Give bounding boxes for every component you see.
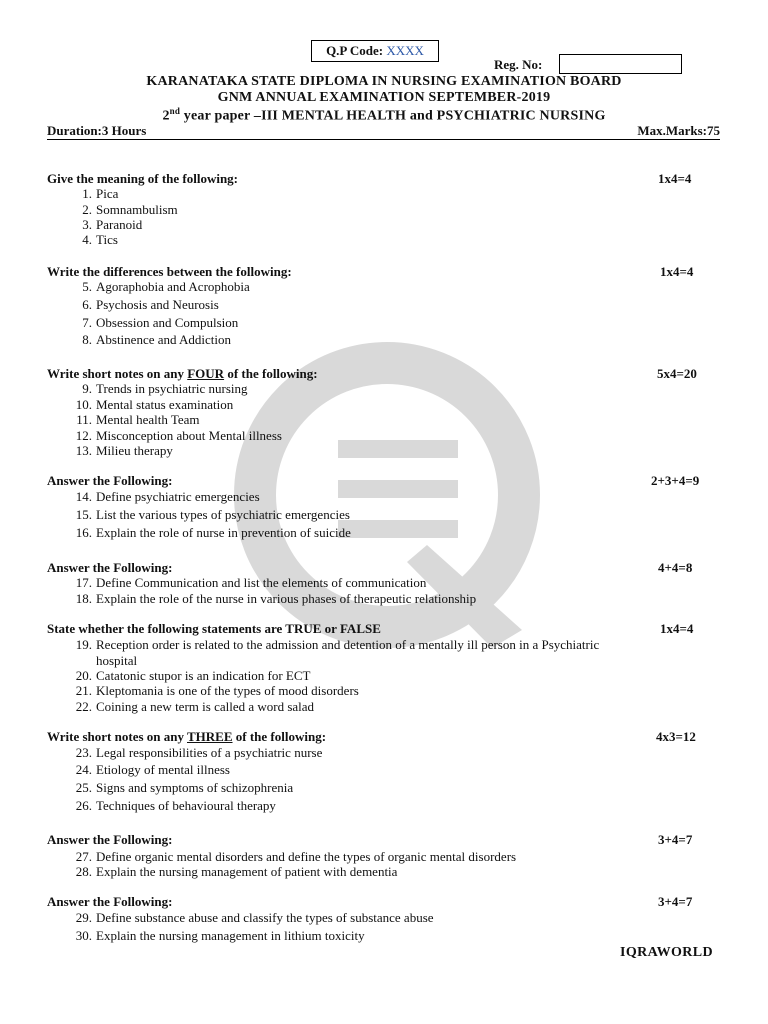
question-number: 20. — [75, 668, 92, 683]
section-heading — [47, 366, 318, 382]
question-item — [65, 279, 625, 295]
question-item — [65, 428, 625, 444]
section-heading: Write the differences between the following: — [47, 264, 292, 279]
question-text: Psychosis and Neurosis — [96, 297, 219, 312]
question-text: Etiology of mental illness — [96, 762, 230, 777]
question-item — [65, 217, 625, 233]
section-marks: 1x4=4 — [658, 171, 692, 186]
question-item — [65, 910, 625, 926]
reg-no-label: Reg. No: — [494, 57, 543, 72]
question-item — [65, 397, 625, 413]
question-number: 9. — [82, 381, 92, 396]
year-number: 2 — [162, 108, 170, 124]
question-item — [65, 849, 625, 865]
question-item — [65, 443, 625, 459]
section-marks: 1x4=4 — [660, 621, 694, 636]
question-item — [65, 864, 625, 880]
section-heading — [47, 729, 326, 745]
question-text: Explain the nursing management in lithium toxicity — [96, 928, 365, 943]
question-number: 28. — [75, 864, 92, 879]
heading-emphasis: FOUR — [187, 366, 225, 381]
question-number: 1. — [82, 186, 92, 201]
reg-no-field[interactable] — [559, 54, 682, 74]
question-number: 17. — [75, 575, 92, 590]
paper-title — [0, 106, 768, 125]
board-title: KARANATAKA STATE DIPLOMA IN NURSING EXAMINATION BOARD — [146, 74, 622, 89]
question-number: 4. — [82, 232, 92, 247]
question-number: 22. — [75, 699, 92, 714]
question-text: Kleptomania is one of the types of mood disorders — [96, 683, 359, 698]
question-item — [65, 745, 625, 761]
question-number: 15. — [75, 507, 92, 522]
question-text: Coining a new term is called a word salad — [96, 699, 315, 714]
question-number: 26. — [75, 798, 92, 813]
question-text: Define psychiatric emergencies — [96, 489, 260, 504]
question-item — [65, 575, 625, 591]
question-item — [65, 332, 625, 348]
question-number: 25. — [75, 780, 92, 795]
question-text: Explain the nursing management of patient with dementia — [96, 864, 398, 879]
question-text: Explain the role of nurse in prevention of suicide — [96, 525, 351, 540]
question-text: Somnambulism — [96, 202, 178, 217]
exam-title: GNM ANNUAL EXAMINATION SEPTEMBER-2019 — [217, 90, 551, 105]
section-heading: Answer the Following: — [47, 832, 173, 847]
question-item — [65, 668, 625, 684]
question-text: Legal responsibilities of a psychiatric nurse — [96, 745, 323, 760]
question-number: 16. — [75, 525, 92, 540]
section-marks: 3+4=7 — [658, 894, 693, 909]
question-item — [65, 507, 625, 523]
qp-code-value: XXXX — [386, 43, 424, 58]
question-number: 12. — [75, 428, 92, 443]
question-item — [65, 186, 625, 202]
question-number: 6. — [82, 297, 92, 312]
question-text: Misconception about Mental illness — [96, 428, 282, 443]
max-marks: Max.Marks:75 — [637, 123, 720, 138]
question-text: List the various types of psychiatric emergencies — [96, 507, 350, 522]
question-item — [65, 381, 625, 397]
section-marks: 4x3=12 — [656, 729, 696, 744]
question-text: Abstinence and Addiction — [96, 332, 232, 347]
heading-text: of the following: — [232, 729, 327, 744]
header-divider — [47, 139, 720, 140]
question-number: 27. — [75, 849, 92, 864]
question-text: Define substance abuse and classify the types of substance abuse — [96, 910, 434, 925]
question-text: Techniques of behavioural therapy — [96, 798, 276, 813]
question-number: 19. — [75, 637, 92, 652]
question-item — [65, 315, 625, 331]
question-item — [65, 637, 625, 669]
duration: Duration:3 Hours — [47, 123, 147, 138]
question-text: Milieu therapy — [96, 443, 173, 458]
year-suffix: nd — [169, 106, 181, 116]
question-text: Trends in psychiatric nursing — [96, 381, 248, 396]
section-heading: Answer the Following: — [47, 560, 173, 575]
question-text: Mental status examination — [96, 397, 234, 412]
question-number: 23. — [75, 745, 92, 760]
question-text: Agoraphobia and Acrophobia — [96, 279, 250, 294]
section-marks: 1x4=4 — [660, 264, 694, 279]
question-number: 2. — [82, 202, 92, 217]
section-marks: 3+4=7 — [658, 832, 693, 847]
question-text: Explain the role of the nurse in various phases of therapeutic relationship — [96, 591, 477, 606]
section-heading: Answer the Following: — [47, 473, 173, 488]
question-text: Paranoid — [96, 217, 143, 232]
question-item — [65, 699, 625, 715]
question-text: Obsession and Compulsion — [96, 315, 239, 330]
meta-row — [47, 123, 720, 139]
question-item — [65, 202, 625, 218]
section-marks: 2+3+4=9 — [651, 473, 700, 488]
section-heading: State whether the following statements are TRUE or FALSE — [47, 621, 381, 636]
question-item — [65, 412, 625, 428]
heading-emphasis: THREE — [187, 729, 233, 744]
qp-code-label: Q.P Code: — [326, 43, 387, 58]
question-item — [65, 489, 625, 505]
question-text: Signs and symptoms of schizophrenia — [96, 780, 294, 795]
qp-code-box — [311, 40, 439, 62]
question-number: 5. — [82, 279, 92, 294]
question-text: Pica — [96, 186, 119, 201]
footer-brand: IQRAWORLD — [620, 945, 714, 960]
section-marks: 4+4=8 — [658, 560, 693, 575]
question-text: Catatonic stupor is an indication for ECT — [96, 668, 311, 683]
question-text: Tics — [96, 232, 118, 247]
question-text: Mental health Team — [96, 412, 200, 427]
question-number: 10. — [75, 397, 92, 412]
question-number: 29. — [75, 910, 92, 925]
section-marks: 5x4=20 — [657, 366, 697, 381]
question-number: 8. — [82, 332, 92, 347]
question-number: 30. — [75, 928, 92, 943]
question-item — [65, 297, 625, 313]
question-item — [65, 683, 625, 699]
question-number: 11. — [76, 412, 92, 427]
question-number: 7. — [82, 315, 92, 330]
question-item — [65, 525, 625, 541]
question-item — [65, 232, 625, 248]
question-number: 3. — [82, 217, 92, 232]
question-number: 24. — [75, 762, 92, 777]
question-number: 14. — [75, 489, 92, 504]
paper-name: year paper –III MENTAL HEALTH and PSYCHIATRIC NURSING — [180, 108, 606, 124]
section-heading: Answer the Following: — [47, 894, 173, 909]
section-heading: Give the meaning of the following: — [47, 171, 239, 186]
question-item — [65, 780, 625, 796]
question-item — [65, 591, 625, 607]
question-item — [65, 762, 625, 778]
heading-text: of the following: — [224, 366, 318, 381]
heading-text: Write short notes on any — [47, 366, 188, 381]
heading-text: Write short notes on any — [47, 729, 187, 744]
question-text: Define Communication and list the elements of communication — [96, 575, 427, 590]
question-number: 18. — [75, 591, 92, 606]
question-item — [65, 928, 625, 944]
question-text: Reception order is related to the admission and detention of a mentally ill person in a Psychiatric hospital — [96, 637, 600, 668]
question-number: 13. — [75, 443, 92, 458]
question-number: 21. — [75, 683, 92, 698]
question-item — [65, 798, 625, 814]
question-text: Define organic mental disorders and define the types of organic mental disorders — [96, 849, 517, 864]
